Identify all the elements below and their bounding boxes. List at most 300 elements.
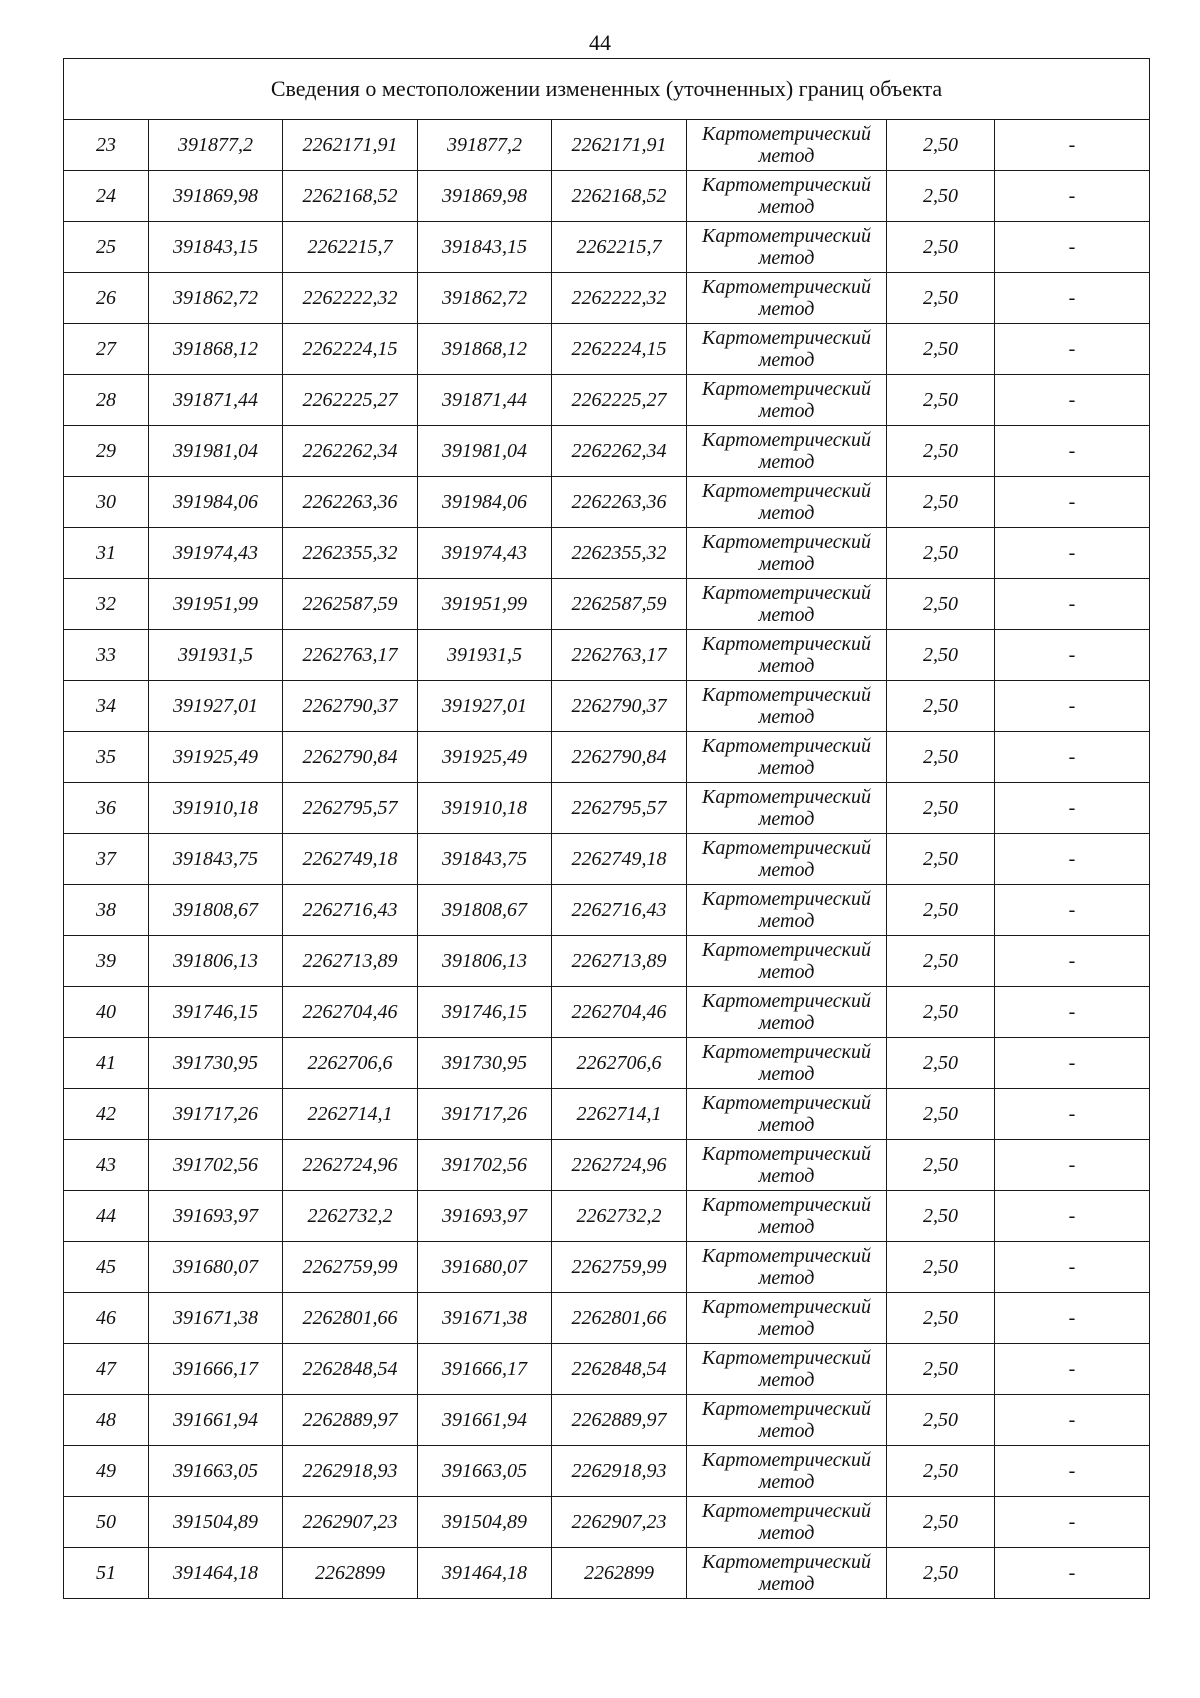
updated-x-cell: 391984,06: [418, 477, 552, 528]
accuracy-cell: 2,50: [887, 783, 995, 834]
existing-x-cell: 391730,95: [149, 1038, 283, 1089]
note-cell: -: [995, 324, 1150, 375]
updated-x-cell: 391671,38: [418, 1293, 552, 1344]
point-number-cell: 39: [64, 936, 149, 987]
method-line-2: метод: [758, 1114, 815, 1136]
existing-y-cell: 2262713,89: [283, 936, 418, 987]
existing-x-cell: 391680,07: [149, 1242, 283, 1293]
method-line-2: метод: [758, 808, 815, 830]
method-cell: [687, 1497, 887, 1548]
existing-y-cell: 2262732,2: [283, 1191, 418, 1242]
updated-x-cell: 391843,15: [418, 222, 552, 273]
existing-x-cell: 391464,18: [149, 1548, 283, 1599]
note-cell: -: [995, 732, 1150, 783]
existing-y-cell: 2262763,17: [283, 630, 418, 681]
method-line-2: метод: [758, 1012, 815, 1034]
method-cell: [687, 579, 887, 630]
table-row: [64, 987, 1150, 1038]
method-line-1: Картометрический: [702, 1551, 871, 1573]
existing-y-cell: 2262899: [283, 1548, 418, 1599]
updated-y-cell: 2262759,99: [552, 1242, 687, 1293]
method-line-1: Картометрический: [702, 786, 871, 808]
method-line-2: метод: [758, 1522, 815, 1544]
note-cell: -: [995, 426, 1150, 477]
method-line-2: метод: [758, 196, 815, 218]
accuracy-cell: 2,50: [887, 1038, 995, 1089]
updated-x-cell: 391910,18: [418, 783, 552, 834]
updated-y-cell: 2262262,34: [552, 426, 687, 477]
point-number-cell: 26: [64, 273, 149, 324]
method-line-2: метод: [758, 553, 815, 575]
accuracy-cell: 2,50: [887, 375, 995, 426]
existing-y-cell: 2262801,66: [283, 1293, 418, 1344]
updated-y-cell: 2262215,7: [552, 222, 687, 273]
note-cell: -: [995, 477, 1150, 528]
updated-y-cell: 2262714,1: [552, 1089, 687, 1140]
updated-x-cell: 391464,18: [418, 1548, 552, 1599]
point-number-cell: 50: [64, 1497, 149, 1548]
method-line-2: метод: [758, 961, 815, 983]
point-number-cell: 32: [64, 579, 149, 630]
table-row: [64, 630, 1150, 681]
note-cell: -: [995, 1191, 1150, 1242]
point-number-cell: 24: [64, 171, 149, 222]
updated-y-cell: 2262907,23: [552, 1497, 687, 1548]
updated-x-cell: 391663,05: [418, 1446, 552, 1497]
existing-y-cell: 2262889,97: [283, 1395, 418, 1446]
accuracy-cell: 2,50: [887, 1089, 995, 1140]
table-row: [64, 1395, 1150, 1446]
accuracy-cell: 2,50: [887, 987, 995, 1038]
table-title: Сведения о местоположении измененных (уточненных) границ объекта: [64, 59, 1150, 120]
point-number-cell: 29: [64, 426, 149, 477]
existing-x-cell: 391974,43: [149, 528, 283, 579]
method-line-1: Картометрический: [702, 1449, 871, 1471]
table-row: [64, 1344, 1150, 1395]
accuracy-cell: 2,50: [887, 1140, 995, 1191]
updated-x-cell: 391931,5: [418, 630, 552, 681]
note-cell: -: [995, 1497, 1150, 1548]
method-cell: [687, 477, 887, 528]
table-row: [64, 936, 1150, 987]
point-number-cell: 49: [64, 1446, 149, 1497]
point-number-cell: 38: [64, 885, 149, 936]
existing-x-cell: 391661,94: [149, 1395, 283, 1446]
method-line-1: Картометрический: [702, 837, 871, 859]
existing-x-cell: 391504,89: [149, 1497, 283, 1548]
method-cell: [687, 1395, 887, 1446]
accuracy-cell: 2,50: [887, 885, 995, 936]
updated-y-cell: 2262763,17: [552, 630, 687, 681]
updated-x-cell: 391925,49: [418, 732, 552, 783]
note-cell: -: [995, 120, 1150, 171]
table-row: [64, 1038, 1150, 1089]
method-line-1: Картометрический: [702, 888, 871, 910]
method-line-2: метод: [758, 910, 815, 932]
method-line-1: Картометрический: [702, 327, 871, 349]
existing-y-cell: 2262749,18: [283, 834, 418, 885]
note-cell: -: [995, 681, 1150, 732]
accuracy-cell: 2,50: [887, 579, 995, 630]
method-line-1: Картометрический: [702, 735, 871, 757]
method-cell: [687, 1446, 887, 1497]
method-line-1: Картометрический: [702, 123, 871, 145]
table-row: [64, 885, 1150, 936]
method-line-2: метод: [758, 1420, 815, 1442]
method-line-2: метод: [758, 400, 815, 422]
point-number-cell: 36: [64, 783, 149, 834]
method-cell: [687, 1191, 887, 1242]
existing-y-cell: 2262907,23: [283, 1497, 418, 1548]
existing-x-cell: 391951,99: [149, 579, 283, 630]
accuracy-cell: 2,50: [887, 120, 995, 171]
point-number-cell: 47: [64, 1344, 149, 1395]
method-line-1: Картометрический: [702, 1398, 871, 1420]
point-number-cell: 42: [64, 1089, 149, 1140]
note-cell: -: [995, 171, 1150, 222]
method-line-1: Картометрический: [702, 1296, 871, 1318]
method-line-2: метод: [758, 1318, 815, 1340]
existing-y-cell: 2262224,15: [283, 324, 418, 375]
updated-y-cell: 2262790,37: [552, 681, 687, 732]
accuracy-cell: 2,50: [887, 936, 995, 987]
accuracy-cell: 2,50: [887, 1548, 995, 1599]
method-line-2: метод: [758, 859, 815, 881]
updated-x-cell: 391843,75: [418, 834, 552, 885]
existing-x-cell: 391862,72: [149, 273, 283, 324]
existing-x-cell: 391693,97: [149, 1191, 283, 1242]
note-cell: -: [995, 834, 1150, 885]
existing-x-cell: 391702,56: [149, 1140, 283, 1191]
method-line-1: Картометрический: [702, 939, 871, 961]
existing-y-cell: 2262263,36: [283, 477, 418, 528]
existing-y-cell: 2262171,91: [283, 120, 418, 171]
existing-y-cell: 2262355,32: [283, 528, 418, 579]
existing-x-cell: 391925,49: [149, 732, 283, 783]
accuracy-cell: 2,50: [887, 273, 995, 324]
accuracy-cell: 2,50: [887, 426, 995, 477]
method-line-1: Картометрический: [702, 174, 871, 196]
updated-y-cell: 2262801,66: [552, 1293, 687, 1344]
updated-y-cell: 2262224,15: [552, 324, 687, 375]
accuracy-cell: 2,50: [887, 1344, 995, 1395]
existing-y-cell: 2262215,7: [283, 222, 418, 273]
updated-y-cell: 2262704,46: [552, 987, 687, 1038]
method-line-1: Картометрический: [702, 1143, 871, 1165]
point-number-cell: 40: [64, 987, 149, 1038]
point-number-cell: 31: [64, 528, 149, 579]
existing-y-cell: 2262716,43: [283, 885, 418, 936]
method-line-1: Картометрический: [702, 1245, 871, 1267]
existing-y-cell: 2262168,52: [283, 171, 418, 222]
table-row: [64, 273, 1150, 324]
table-row: [64, 528, 1150, 579]
method-cell: [687, 783, 887, 834]
method-line-2: метод: [758, 757, 815, 779]
method-line-2: метод: [758, 298, 815, 320]
updated-x-cell: 391871,44: [418, 375, 552, 426]
method-line-2: метод: [758, 1369, 815, 1391]
table-row: [64, 120, 1150, 171]
note-cell: -: [995, 1140, 1150, 1191]
point-number-cell: 25: [64, 222, 149, 273]
table-row: [64, 834, 1150, 885]
table-row: [64, 1089, 1150, 1140]
table-row: [64, 732, 1150, 783]
note-cell: -: [995, 375, 1150, 426]
updated-y-cell: 2262222,32: [552, 273, 687, 324]
updated-x-cell: 391680,07: [418, 1242, 552, 1293]
updated-y-cell: 2262225,27: [552, 375, 687, 426]
method-line-2: метод: [758, 502, 815, 524]
table-row: [64, 681, 1150, 732]
updated-y-cell: 2262889,97: [552, 1395, 687, 1446]
accuracy-cell: 2,50: [887, 477, 995, 528]
note-cell: -: [995, 579, 1150, 630]
accuracy-cell: 2,50: [887, 1446, 995, 1497]
existing-y-cell: 2262724,96: [283, 1140, 418, 1191]
updated-x-cell: 391717,26: [418, 1089, 552, 1140]
existing-y-cell: 2262848,54: [283, 1344, 418, 1395]
existing-x-cell: 391871,44: [149, 375, 283, 426]
accuracy-cell: 2,50: [887, 681, 995, 732]
updated-y-cell: 2262171,91: [552, 120, 687, 171]
method-cell: [687, 1140, 887, 1191]
existing-y-cell: 2262706,6: [283, 1038, 418, 1089]
existing-x-cell: 391868,12: [149, 324, 283, 375]
updated-x-cell: 391806,13: [418, 936, 552, 987]
point-number-cell: 27: [64, 324, 149, 375]
method-line-2: метод: [758, 145, 815, 167]
updated-y-cell: 2262848,54: [552, 1344, 687, 1395]
accuracy-cell: 2,50: [887, 1191, 995, 1242]
point-number-cell: 46: [64, 1293, 149, 1344]
updated-x-cell: 391951,99: [418, 579, 552, 630]
existing-y-cell: 2262704,46: [283, 987, 418, 1038]
note-cell: -: [995, 273, 1150, 324]
point-number-cell: 30: [64, 477, 149, 528]
method-line-1: Картометрический: [702, 1092, 871, 1114]
point-number-cell: 35: [64, 732, 149, 783]
updated-x-cell: 391981,04: [418, 426, 552, 477]
method-cell: [687, 426, 887, 477]
updated-y-cell: 2262732,2: [552, 1191, 687, 1242]
method-cell: [687, 375, 887, 426]
updated-y-cell: 2262749,18: [552, 834, 687, 885]
note-cell: -: [995, 1293, 1150, 1344]
existing-y-cell: 2262759,99: [283, 1242, 418, 1293]
table-row: [64, 1140, 1150, 1191]
note-cell: -: [995, 783, 1150, 834]
method-cell: [687, 1242, 887, 1293]
table-row: [64, 375, 1150, 426]
accuracy-cell: 2,50: [887, 630, 995, 681]
existing-x-cell: 391666,17: [149, 1344, 283, 1395]
existing-x-cell: 391746,15: [149, 987, 283, 1038]
updated-x-cell: 391693,97: [418, 1191, 552, 1242]
method-line-2: метод: [758, 349, 815, 371]
method-cell: [687, 1089, 887, 1140]
method-line-2: метод: [758, 706, 815, 728]
existing-x-cell: 391984,06: [149, 477, 283, 528]
point-number-cell: 28: [64, 375, 149, 426]
table-row: [64, 171, 1150, 222]
method-cell: [687, 1293, 887, 1344]
updated-x-cell: 391504,89: [418, 1497, 552, 1548]
existing-x-cell: 391808,67: [149, 885, 283, 936]
existing-x-cell: 391806,13: [149, 936, 283, 987]
method-cell: [687, 528, 887, 579]
point-number-cell: 34: [64, 681, 149, 732]
accuracy-cell: 2,50: [887, 1242, 995, 1293]
existing-y-cell: 2262262,34: [283, 426, 418, 477]
method-line-2: метод: [758, 247, 815, 269]
method-cell: [687, 936, 887, 987]
note-cell: -: [995, 1548, 1150, 1599]
note-cell: -: [995, 987, 1150, 1038]
method-line-2: метод: [758, 655, 815, 677]
existing-x-cell: 391910,18: [149, 783, 283, 834]
updated-y-cell: 2262263,36: [552, 477, 687, 528]
point-number-cell: 33: [64, 630, 149, 681]
accuracy-cell: 2,50: [887, 528, 995, 579]
table-row: [64, 1497, 1150, 1548]
updated-y-cell: 2262918,93: [552, 1446, 687, 1497]
method-line-1: Картометрический: [702, 990, 871, 1012]
accuracy-cell: 2,50: [887, 324, 995, 375]
existing-y-cell: 2262714,1: [283, 1089, 418, 1140]
method-line-2: метод: [758, 1471, 815, 1493]
table-row: [64, 477, 1150, 528]
method-cell: [687, 681, 887, 732]
table-title-row: [64, 59, 1150, 120]
accuracy-cell: 2,50: [887, 732, 995, 783]
existing-y-cell: 2262795,57: [283, 783, 418, 834]
method-cell: [687, 1344, 887, 1395]
updated-y-cell: 2262706,6: [552, 1038, 687, 1089]
method-line-1: Картометрический: [702, 684, 871, 706]
table-row: [64, 222, 1150, 273]
point-number-cell: 41: [64, 1038, 149, 1089]
updated-x-cell: 391666,17: [418, 1344, 552, 1395]
point-number-cell: 23: [64, 120, 149, 171]
point-number-cell: 43: [64, 1140, 149, 1191]
accuracy-cell: 2,50: [887, 1497, 995, 1548]
point-number-cell: 37: [64, 834, 149, 885]
method-line-1: Картометрический: [702, 276, 871, 298]
note-cell: -: [995, 528, 1150, 579]
existing-x-cell: 391927,01: [149, 681, 283, 732]
method-line-2: метод: [758, 451, 815, 473]
accuracy-cell: 2,50: [887, 1395, 995, 1446]
method-cell: [687, 120, 887, 171]
method-line-1: Картометрический: [702, 378, 871, 400]
note-cell: -: [995, 1038, 1150, 1089]
table-row: [64, 579, 1150, 630]
point-number-cell: 45: [64, 1242, 149, 1293]
note-cell: -: [995, 1395, 1150, 1446]
updated-y-cell: 2262587,59: [552, 579, 687, 630]
updated-y-cell: 2262724,96: [552, 1140, 687, 1191]
accuracy-cell: 2,50: [887, 1293, 995, 1344]
method-cell: [687, 834, 887, 885]
updated-x-cell: 391702,56: [418, 1140, 552, 1191]
method-cell: [687, 171, 887, 222]
page-number: 44: [589, 30, 611, 55]
existing-y-cell: 2262222,32: [283, 273, 418, 324]
method-line-2: метод: [758, 1267, 815, 1289]
table-row: [64, 426, 1150, 477]
method-line-1: Картометрический: [702, 429, 871, 451]
method-line-1: Картометрический: [702, 1194, 871, 1216]
method-cell: [687, 732, 887, 783]
updated-x-cell: 391862,72: [418, 273, 552, 324]
updated-x-cell: 391746,15: [418, 987, 552, 1038]
updated-x-cell: 391974,43: [418, 528, 552, 579]
table-row: [64, 1446, 1150, 1497]
method-line-2: метод: [758, 1216, 815, 1238]
method-line-1: Картометрический: [702, 582, 871, 604]
table-row: [64, 783, 1150, 834]
table-row: [64, 324, 1150, 375]
note-cell: -: [995, 630, 1150, 681]
table-row: [64, 1191, 1150, 1242]
method-line-1: Картометрический: [702, 1500, 871, 1522]
method-line-2: метод: [758, 1165, 815, 1187]
updated-x-cell: 391877,2: [418, 120, 552, 171]
note-cell: -: [995, 1242, 1150, 1293]
method-line-2: метод: [758, 604, 815, 626]
updated-y-cell: 2262790,84: [552, 732, 687, 783]
updated-x-cell: 391869,98: [418, 171, 552, 222]
method-line-1: Картометрический: [702, 1041, 871, 1063]
method-line-1: Картометрический: [702, 480, 871, 502]
point-number-cell: 48: [64, 1395, 149, 1446]
method-line-2: метод: [758, 1063, 815, 1085]
accuracy-cell: 2,50: [887, 222, 995, 273]
existing-y-cell: 2262918,93: [283, 1446, 418, 1497]
accuracy-cell: 2,50: [887, 171, 995, 222]
updated-x-cell: 391868,12: [418, 324, 552, 375]
method-cell: [687, 1038, 887, 1089]
method-line-1: Картометрический: [702, 633, 871, 655]
existing-x-cell: 391663,05: [149, 1446, 283, 1497]
note-cell: -: [995, 885, 1150, 936]
table-row: [64, 1242, 1150, 1293]
updated-y-cell: 2262795,57: [552, 783, 687, 834]
updated-y-cell: 2262899: [552, 1548, 687, 1599]
method-cell: [687, 987, 887, 1038]
updated-x-cell: 391730,95: [418, 1038, 552, 1089]
existing-x-cell: 391877,2: [149, 120, 283, 171]
updated-x-cell: 391808,67: [418, 885, 552, 936]
note-cell: -: [995, 1446, 1150, 1497]
accuracy-cell: 2,50: [887, 834, 995, 885]
method-cell: [687, 885, 887, 936]
note-cell: -: [995, 222, 1150, 273]
method-line-2: метод: [758, 1573, 815, 1595]
existing-x-cell: 391869,98: [149, 171, 283, 222]
note-cell: -: [995, 936, 1150, 987]
note-cell: -: [995, 1089, 1150, 1140]
existing-x-cell: 391981,04: [149, 426, 283, 477]
existing-x-cell: 391931,5: [149, 630, 283, 681]
method-line-1: Картометрический: [702, 225, 871, 247]
method-line-1: Картометрический: [702, 1347, 871, 1369]
method-cell: [687, 630, 887, 681]
existing-y-cell: 2262790,37: [283, 681, 418, 732]
note-cell: -: [995, 1344, 1150, 1395]
